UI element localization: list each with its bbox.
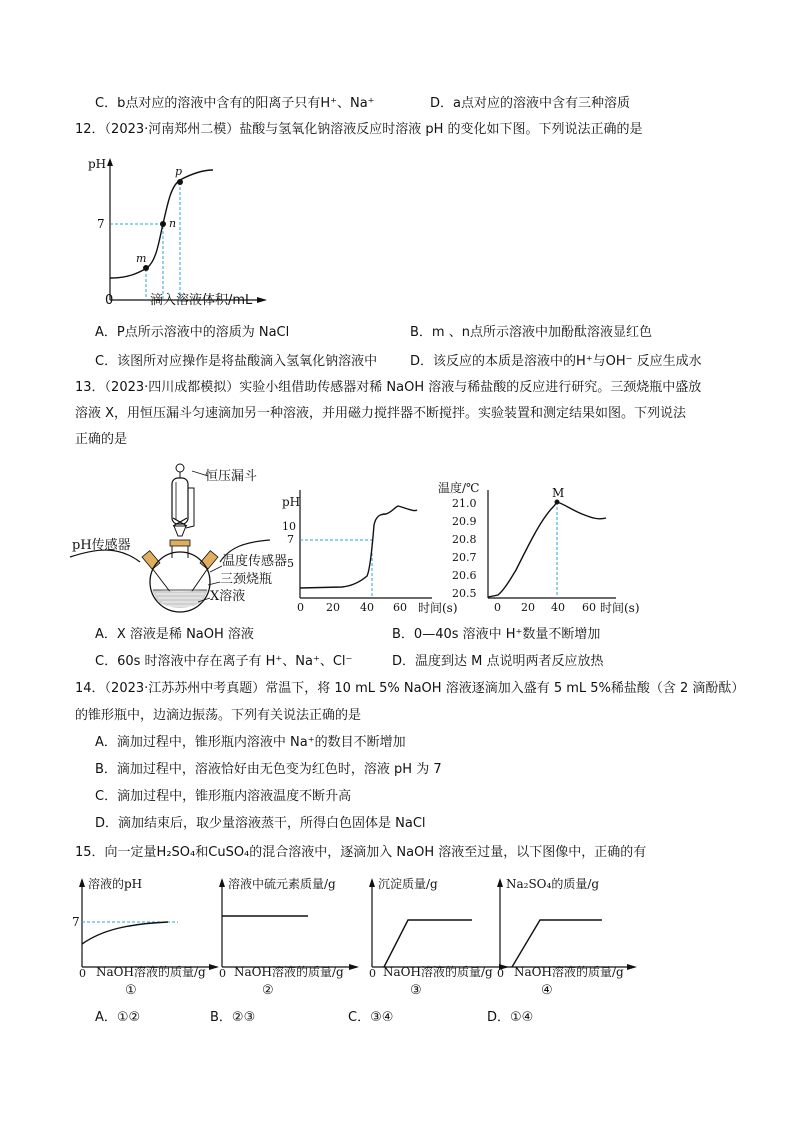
q15-g1-xlabel: NaOH溶液的质量/g — [96, 965, 206, 979]
q13-option-c: C．60s 时溶液中存在离子有 H⁺、Na⁺、Cl⁻ — [95, 654, 353, 669]
q13-option-b: B．0—40s 溶液中 H⁺数量不断增加 — [392, 627, 601, 642]
q13-temp-tick-4: 20.7 — [452, 551, 477, 564]
q14-stem-1: 14．（2023·江苏苏州中考真题）常温下，将 10 mL 5% NaOH 溶液逐滴加入盛有 5 mL 5%稀盐酸（含 2 滴酚酞） — [75, 681, 745, 696]
q13-temp-graph — [436, 480, 616, 615]
q15-g1-origin: 0 — [79, 967, 86, 980]
q15-graph-2 — [212, 872, 362, 980]
q13-temp-x40: 40 — [551, 601, 565, 614]
q13-temp-x0: 0 — [494, 601, 501, 614]
q15-option-a: A．①② — [95, 1010, 141, 1025]
q15-g1-num: ① — [125, 983, 137, 998]
q15-g2-num: ② — [262, 983, 274, 998]
q13-temp-tick-6: 20.5 — [452, 587, 477, 600]
q13-temp-xlabel: 时间(s) — [600, 601, 640, 615]
q15-and: 和 — [195, 845, 209, 860]
q13-temp-tick-3: 20.8 — [452, 533, 477, 546]
q15-g4-xlabel: NaOH溶液的质量/g — [514, 965, 624, 979]
q15-g4-line — [512, 920, 602, 967]
q12-option-a: A．P点所示溶液中的溶质为 NaCl — [95, 325, 290, 340]
q12-xlabel: 滴入溶液体积/mL — [150, 293, 253, 308]
q15-option-c: C．③④ — [348, 1010, 394, 1025]
q15-g3-line — [384, 920, 472, 967]
q13-ph-x60: 60 — [393, 601, 407, 614]
q12-axes — [110, 162, 265, 300]
q11-option-d: D．a点对应的溶液中含有三种溶质 — [430, 96, 630, 111]
q12-x-arrow — [257, 297, 267, 303]
q13-option-d: D．温度到达 M 点说明两者反应放热 — [392, 654, 604, 669]
q13-flask-label: 三颈烧瓶 — [220, 572, 273, 587]
q15-g2-ylabel: 溶液中硫元素质量/g — [228, 877, 336, 891]
q15-g2-xlabel: NaOH溶液的质量/g — [234, 965, 344, 979]
q14-option-a: A．滴加过程中，锥形瓶内溶液中 Na⁺的数目不断增加 — [95, 735, 406, 750]
q15-stem-pre: 15．向一定量 — [75, 845, 157, 860]
q15-g4-num: ④ — [541, 983, 553, 998]
q13-ph-ylabel: pH — [282, 495, 301, 509]
q13-stem-3: 正确的是 — [75, 432, 128, 447]
q15-g4-origin: 0 — [497, 967, 504, 980]
q13-temp-tick-5: 20.6 — [452, 569, 477, 582]
q13-ph-tick-5: 5 — [287, 557, 294, 570]
q13-ph-graph — [282, 490, 432, 615]
q13-ph-x40: 40 — [360, 601, 374, 614]
q13-temp-x60: 60 — [582, 601, 596, 614]
q15-h2so4: H₂SO₄ — [156, 845, 196, 860]
q13-temp-x20: 20 — [521, 601, 535, 614]
q15-graph-4 — [490, 872, 640, 980]
q13-funnel-label: 恒压漏斗 — [205, 469, 258, 484]
q15-g4-ylabel: Na₂SO₄的质量/g — [506, 877, 600, 891]
q13-ph-x20: 20 — [326, 601, 340, 614]
q15-g1-tick-7: 7 — [72, 915, 80, 929]
q12-label-p: p — [175, 165, 183, 178]
q12-ylabel: pH — [88, 157, 107, 171]
q12-tick-7: 7 — [97, 217, 105, 231]
q12-ph-graph — [85, 150, 270, 310]
q15-cuso4: CuSO₄ — [208, 845, 250, 860]
q12-y-arrow — [107, 158, 113, 166]
q13-ph-xlabel: 时间(s) — [418, 601, 458, 615]
q15-graph-1 — [72, 872, 222, 980]
q13-ph-tick-7: 7 — [287, 533, 294, 546]
q13-ph-x0: 0 — [297, 601, 304, 614]
q12-label-n: n — [169, 217, 177, 230]
q15-option-d: D．①④ — [487, 1010, 534, 1025]
q15-g3-num: ③ — [410, 983, 422, 998]
q15-g1-ylabel: 溶液的pH — [88, 877, 143, 891]
q12-point-m — [143, 265, 149, 271]
q12-option-b: B．m 、n点所示溶液中加酚酞溶液显红色 — [410, 325, 652, 340]
q13-temp-sensor-label: 温度传感器 — [222, 554, 288, 569]
q12-option-c: C．该图所对应操作是将盐酸滴入氢氧化钠溶液中 — [95, 354, 378, 369]
q13-temp-point-m — [555, 500, 560, 505]
q14-option-b: B．滴加过程中，溶液恰好由无色变为红色时，溶液 pH 为 7 — [95, 762, 442, 777]
q15-g1-curve — [82, 922, 168, 944]
q14-option-c: C．滴加过程中，锥形瓶内溶液温度不断升高 — [95, 789, 352, 804]
q14-option-d: D．滴加结束后，取少量溶液蒸干，所得白色固体是 NaCl — [95, 816, 426, 831]
q12-stem: 12．（2023·河南郑州二模）盐酸与氢氧化钠溶液反应时溶液 pH 的变化如下图。下列说法正确的是 — [75, 122, 643, 137]
q15-stem — [75, 844, 646, 862]
q13-stem-2: 溶液 X，用恒压漏斗匀速滴加另一种溶液，并用磁力搅拌器不断搅拌。实验装置和测定结果如图。下列说法 — [75, 406, 687, 421]
q12-option-d: D．该反应的本质是溶液中的H⁺与OH⁻ 反应生成水 — [410, 354, 702, 369]
q13-stem-1: 13．（2023·四川成都模拟）实验小组借助传感器对稀 NaOH 溶液与稀盐酸的反应进行研究。三颈烧瓶中盛放 — [75, 380, 702, 395]
q13-temp-label-m: M — [552, 486, 565, 500]
q14-stem-2: 的锥形瓶中，边滴边振荡。下列有关说法正确的是 — [75, 708, 362, 723]
q12-label-m: m — [136, 252, 147, 265]
q13-ph-sensor-label: pH传感器 — [72, 538, 131, 553]
q13-temp-ylabel: 温度/℃ — [438, 481, 480, 495]
q13-option-a: A．X 溶液是稀 NaOH 溶液 — [95, 627, 254, 642]
q13-temp-curve — [488, 502, 606, 597]
q13-temp-tick-2: 20.9 — [452, 515, 477, 528]
q15-g2-origin: 0 — [219, 967, 226, 980]
q15-g3-xlabel: NaOH溶液的质量/g — [383, 965, 493, 979]
q15-stem-post: 的混合溶液中，逐滴加入 NaOH 溶液至过量，以下图像中，正确的有 — [249, 845, 647, 860]
q13-temp-tick-1: 21.0 — [452, 497, 477, 510]
q15-g3-ylabel: 沉淀质量/g — [378, 877, 438, 891]
q13-ph-tick-10: 10 — [282, 520, 296, 533]
q12-origin: 0 — [105, 293, 114, 308]
q12-point-p — [177, 179, 183, 185]
q15-g3-origin: 0 — [369, 967, 376, 980]
q15-option-b: B．②③ — [210, 1010, 256, 1025]
q11-option-c: C．b点对应的溶液中含有的阳离子只有H⁺、Na⁺ — [95, 96, 375, 111]
q13-ph-curve — [300, 506, 417, 588]
q12-point-n — [160, 221, 166, 227]
q13-solution-label: X溶液 — [210, 589, 246, 604]
